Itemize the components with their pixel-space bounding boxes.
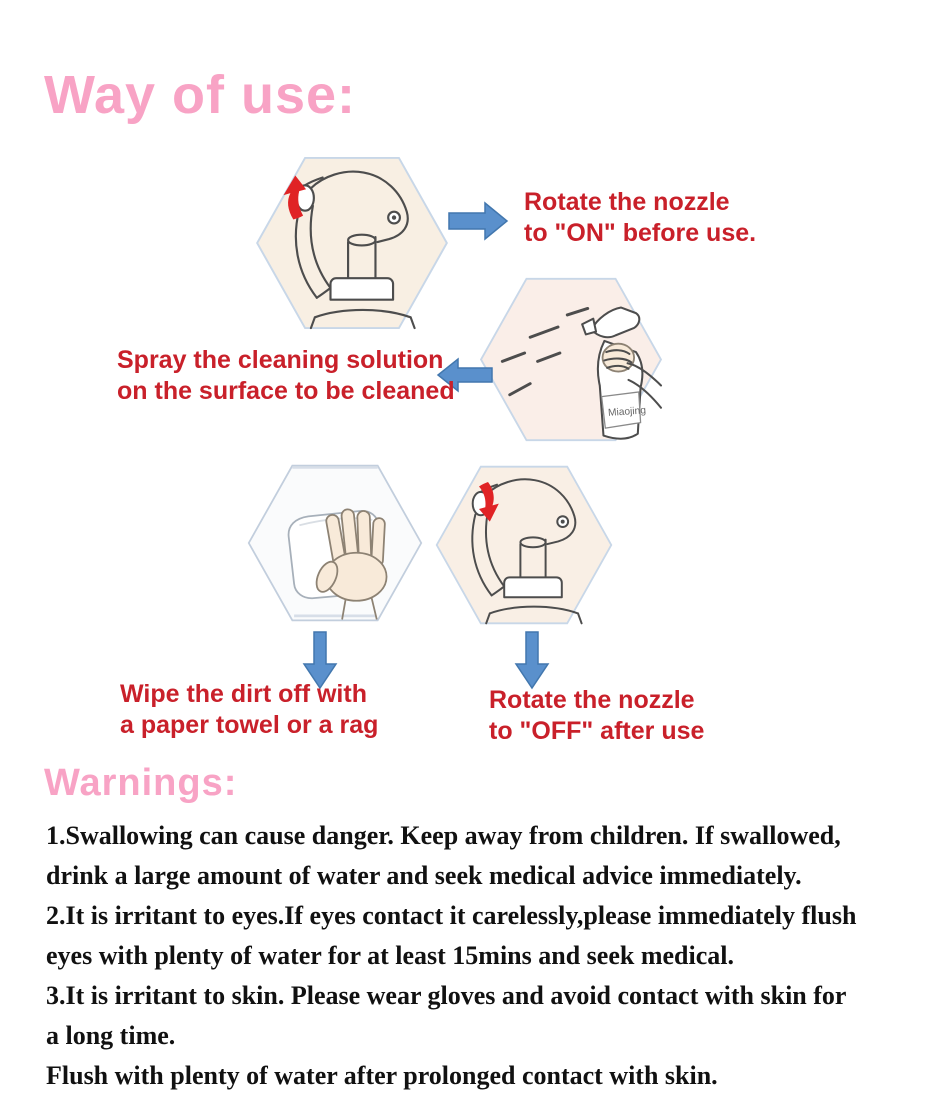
page-title: Way of use:	[44, 65, 357, 125]
step4-caption-line1: Rotate the nozzle	[489, 686, 695, 714]
step1-trigger-rotate-on-illustration	[254, 155, 450, 331]
warning-line: 1.Swallowing can cause danger. Keep away from children. If swallowed,	[46, 821, 841, 850]
warning-line: a long time.	[46, 1021, 176, 1050]
arrow-right-icon	[447, 201, 509, 241]
step4-trigger-rotate-off-illustration	[434, 464, 614, 626]
step2-caption	[117, 345, 455, 407]
step3-caption	[120, 679, 378, 741]
step2-caption-line1: Spray the cleaning solution	[117, 346, 444, 374]
arrow-down-icon	[514, 630, 550, 690]
warnings-title: Warnings:	[44, 762, 238, 804]
warning-line: Flush with plenty of water after prolonged contact with skin.	[46, 1061, 718, 1090]
step1-caption-line1: Rotate the nozzle	[524, 188, 730, 216]
step1-caption-line2: to "ON" before use.	[524, 219, 757, 247]
step3-caption-line1: Wipe the dirt off with	[120, 680, 367, 708]
bottle-brand-text: Miaojing	[607, 405, 647, 419]
warning-line: eyes with plenty of water for at least 15mins and seek medical.	[46, 941, 734, 970]
step3-caption-line2: a paper towel or a rag	[120, 711, 379, 739]
warning-line: 2.It is irritant to eyes.If eyes contact it carelessly,please immediately flush	[46, 901, 857, 930]
step1-caption	[524, 187, 756, 249]
warning-line: 3.It is irritant to skin. Please wear gloves and avoid contact with skin for	[46, 981, 847, 1010]
step4-caption-line2: to "OFF" after use	[489, 717, 705, 745]
warning-line: drink a large amount of water and seek medical advice immediately.	[46, 861, 802, 890]
warnings-text	[46, 816, 926, 1096]
step4-caption	[489, 685, 704, 747]
step2-caption-line2: on the surface to be cleaned	[117, 377, 455, 405]
step3-wiping-illustration	[246, 463, 424, 623]
step2-spraying-illustration	[478, 276, 664, 443]
